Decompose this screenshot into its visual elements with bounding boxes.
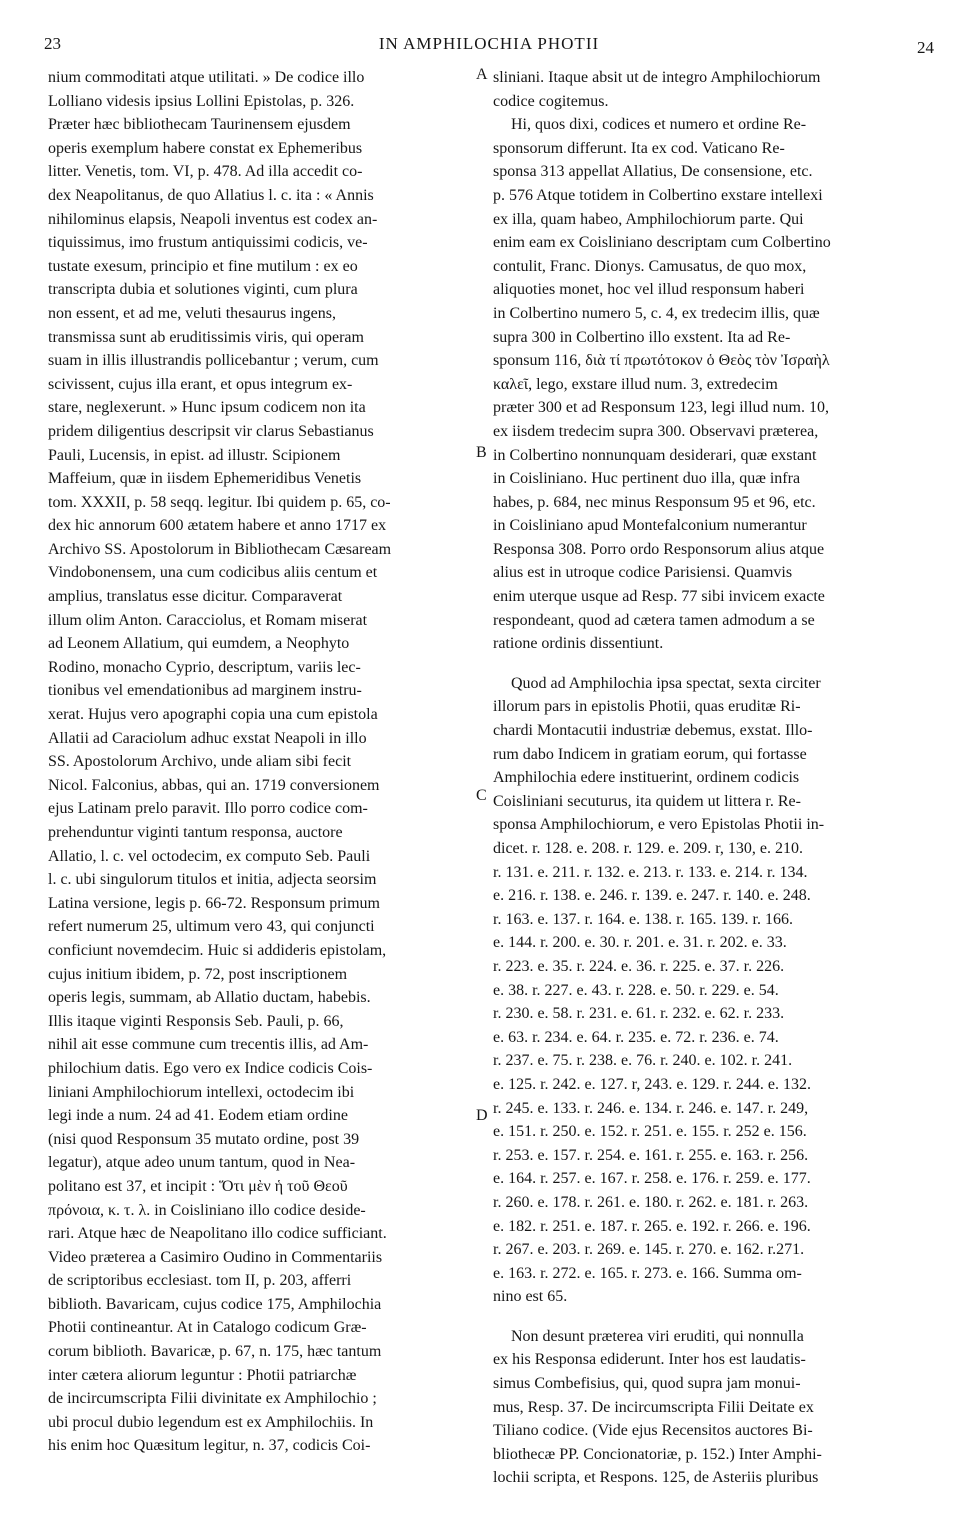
- text-line: ex illa, quam habeo, Amphilochiorum parte. Qui: [493, 210, 804, 228]
- text-line: e. 144. r. 200. e. 30. r. 201. e. 31. r. 202. e. 33.: [493, 934, 787, 952]
- text-line: litter. Venetis, tom. VI, p. 478. Ad illa accedit co-: [48, 163, 363, 181]
- text-line: Amphilochia edere instituerint, ordinem codicis: [493, 769, 800, 787]
- text-line: Quod ad Amphilochia ipsa spectat, sexta circiter: [511, 674, 821, 692]
- text-line: l. c. ubi singulorum titulos et initia, adjecta seorsim: [48, 871, 377, 889]
- right-paragraph-3: [493, 1325, 927, 1490]
- text-line: p. 576 Atque totidem in Colbertino exstare intellexi: [493, 186, 823, 204]
- text-line: amplius, translatus esse dicitur. Comparaverat: [48, 588, 343, 606]
- page-number-left: 23: [44, 34, 61, 53]
- text-line: Nicol. Falconius, abbas, qui an. 1719 conversionem: [48, 776, 380, 794]
- text-line: Non desunt præterea viri eruditi, qui nonnulla: [511, 1327, 804, 1345]
- left-column: [48, 66, 466, 1458]
- text-line: r. 131. e. 211. r. 132. e. 213. r. 133. e. 214. r. 134.: [493, 863, 808, 881]
- text-line: e. 151. r. 250. e. 152. r. 251. e. 155. r. 252 e. 156.: [493, 1123, 807, 1141]
- page-number-right: 24: [917, 38, 934, 57]
- text-line: habes, p. 684, nec minus Responsum 95 et 96, etc.: [493, 493, 816, 511]
- text-line: ex his Responsa ediderunt. Inter hos est laudatis-: [493, 1351, 806, 1369]
- text-line: illum olim Anton. Caracciolus, et Romam miserat: [48, 611, 368, 629]
- text-line: refert numerum 25, ultimum vero 43, qui conjuncti: [48, 918, 375, 936]
- text-line: nihil ait esse commune cum trecentis illis, ad Am-: [48, 1036, 369, 1054]
- page-title: IN AMPHILOCHIA PHOTII: [378, 34, 600, 53]
- text-line: ejus Latinam prelo paravit. Illo porro codice com-: [48, 800, 368, 818]
- text-line: ad Leonem Allatium, qui eumdem, a Neophyto: [48, 635, 350, 653]
- text-line: (nisi quod Responsum 35 mutato ordine, post 39: [48, 1130, 360, 1148]
- text-line: in Coisliniano. Huc pertinent duo illa, quæ infra: [493, 470, 801, 488]
- right-paragraph-1: [493, 66, 927, 672]
- text-line: Allatio, l. c. vel octodecim, ex computo Seb. Pauli: [48, 847, 371, 865]
- text-line: πρόνοια, κ. τ. λ. in Coisliniano illo codice deside-: [48, 1201, 366, 1219]
- text-line: r. 267. e. 203. r. 269. e. 145. r. 270. e. 162. r.271.: [493, 1241, 805, 1259]
- text-line: liniani Amphilochiorum intellexi, octodecim ibi: [48, 1083, 355, 1101]
- text-line: Latina versione, legis p. 66-72. Responsum primum: [48, 894, 380, 912]
- text-line: biblioth. Bavaricam, cujus codice 175, Amphilochia: [48, 1295, 382, 1313]
- text-line: illorum pars in epistolis Photii, quas eruditæ Ri-: [493, 698, 801, 716]
- margin-marker-c: C: [476, 787, 487, 804]
- text-line: Præter hæc bibliothecam Taurinensem ejusdem: [48, 116, 351, 134]
- text-line: Coisliniani secuturus, ita quidem ut littera r. Re-: [493, 792, 801, 810]
- text-line: cujus initium ibidem, p. 72, post inscriptionem: [48, 965, 348, 983]
- text-line: sponsa Amphilochiorum, e vero Epistolas Photii in-: [493, 816, 825, 834]
- text-line: legi inde a num. 24 ad 41. Eodem etiam ordine: [48, 1107, 348, 1125]
- text-line: de incircumscripta Filii divinitate ex Amphilochio ;: [48, 1390, 377, 1408]
- text-line: enim eam ex Coisliniano descriptam cum Colbertino: [493, 234, 831, 252]
- text-line: pridem diligentius descripsit vir clarus Sebastianus: [48, 422, 374, 440]
- text-line: tom. XXXII, p. 58 seqq. legitur. Ibi quidem p. 65, co-: [48, 493, 391, 511]
- text-line: codice cogitemus.: [493, 92, 609, 110]
- margin-marker-a: A: [476, 66, 488, 83]
- text-line: Vindobonensem, una cum codicibus aliis centum et: [48, 564, 378, 582]
- text-line: tustate exesum, principio et fine mutilum : ex eo: [48, 257, 358, 275]
- text-line: e. 163. r. 272. e. 165. r. 273. e. 166. Summa om-: [493, 1264, 802, 1282]
- text-line: rari. Atque hæc de Neapolitano illo codice sufficiant.: [48, 1225, 387, 1243]
- text-line: r. 253. e. 157. r. 254. e. 161. r. 255. e. 163. r. 256.: [493, 1146, 809, 1164]
- text-line: enim uterque usque ad Resp. 77 sibi invicem exacte: [493, 588, 825, 606]
- text-line: Illis itaque viginti Responsis Seb. Pauli, p. 66,: [48, 1012, 344, 1030]
- text-line: Pauli, Lucensis, in epist. ad illustr. Scipionem: [48, 446, 341, 464]
- text-line: Archivo SS. Apostolorum in Bibliothecam Cæsaream: [48, 540, 392, 558]
- text-line: r. 245. e. 133. r. 246. e. 134. r. 246. e. 147. r. 249,: [493, 1099, 809, 1117]
- right-column: [493, 66, 927, 1490]
- text-line: in Coisliniano apud Montefalconium numerantur: [493, 517, 807, 535]
- text-line: ex iisdem tredecim supra 300. Observavi præterea,: [493, 422, 819, 440]
- text-line: philochium datis. Ego vero ex Indice codicis Cois-: [48, 1059, 373, 1077]
- text-line: e. 182. r. 251. e. 187. r. 265. e. 192. r. 266. e. 196.: [493, 1217, 811, 1235]
- text-line: tionibus vel emendationibus ad marginem instru-: [48, 682, 362, 700]
- text-line: nihilominus elapsis, Neapoli inventus est codex an-: [48, 210, 378, 228]
- text-line: r. 260. e. 178. r. 261. e. 180. r. 262. e. 181. r. 263.: [493, 1193, 809, 1211]
- text-line: alius est in utroque codice Parisiensi. Quamvis: [493, 564, 793, 582]
- text-line: r. 223. e. 35. r. 224. e. 36. r. 225. e. 37. r. 226.: [493, 957, 785, 975]
- text-line: Tiliano codice. (Vide ejus Recensitos auctores Bi-: [493, 1422, 813, 1440]
- text-line: operis legis, summam, ab Allatio ductam, habebis.: [48, 989, 371, 1007]
- text-line: sponsa 313 appellat Allatius, De consensione, etc.: [493, 163, 813, 181]
- text-line: simus Combefisius, qui, quod supra jam monui-: [493, 1375, 801, 1393]
- text-line: Lolliano videsis ipsius Lollini Epistolas, p. 326.: [48, 92, 355, 110]
- text-line: SS. Apostolorum Archivo, unde aliam sibi fecit: [48, 753, 352, 771]
- text-line: de scriptoribus ecclesiast. tom II, p. 203, afferri: [48, 1272, 352, 1290]
- text-line: dex hic annorum 600 ætatem habere et anno 1717 ex: [48, 517, 387, 535]
- text-line: non essent, et ad me, veluti thesaurus ingens,: [48, 304, 336, 322]
- right-paragraph-2: [493, 672, 927, 1325]
- text-line: conficiunt novemdecim. Huic si addideris epistolam,: [48, 941, 387, 959]
- margin-marker-d: D: [476, 1107, 488, 1124]
- text-line: r. 237. e. 75. r. 238. e. 76. r. 240. e. 102. r. 241.: [493, 1052, 793, 1070]
- text-line: scivissent, cujus illa erant, et opus integrum ex-: [48, 375, 353, 393]
- text-line: supra 300 in Colbertino illo exstent. Ita ad Re-: [493, 328, 791, 346]
- text-line: dicet. r. 128. e. 208. r. 129. e. 209. r, 130, e. 210.: [493, 840, 803, 857]
- text-line: r. 230. e. 58. r. 231. e. 61. r. 232. e. 62. r. 233.: [493, 1005, 785, 1023]
- text-line: sponsum 116, διὰ τί πρωτότοκον ὁ Θεὸς τὸν Ἰσραὴλ: [493, 352, 830, 370]
- text-line: e. 63. r. 234. e. 64. r. 235. e. 72. r. 236. e. 74.: [493, 1028, 779, 1046]
- text-line: his enim hoc Quæsitum legitur, n. 37, codicis Coi-: [48, 1437, 371, 1455]
- text-line: stare, neglexerunt. » Hunc ipsum codicem non ita: [48, 399, 366, 417]
- text-line: respondeant, quod ad cætera tamen admodum a se: [493, 611, 815, 629]
- text-line: suam in illis illustrandis pollicebantur ; verum, cum: [48, 352, 379, 370]
- text-line: ubi procul dubio legendum est ex Amphilochiis. In: [48, 1413, 374, 1431]
- text-line: in Colbertino numero 5, c. 4, ex tredecim illis, quæ: [493, 304, 820, 322]
- text-line: e. 216. r. 138. e. 246. r. 139. e. 247. r. 140. e. 248.: [493, 887, 811, 905]
- text-line: e. 125. r. 242. e. 127. r, 243. e. 129. r. 244. e. 132.: [493, 1075, 811, 1093]
- text-line: transcripta dubia et solutiones viginti, cum plura: [48, 281, 358, 299]
- text-line: prehenduntur viginti tantum responsa, auctore: [48, 824, 343, 841]
- text-line: Video præterea a Casimiro Oudino in Commentariis: [48, 1248, 383, 1266]
- text-line: Maffeium, quæ in iisdem Ephemeridibus Venetis: [48, 470, 362, 488]
- text-line: r. 163. e. 137. r. 164. e. 138. r. 165. 139. r. 166.: [493, 910, 793, 928]
- text-line: chardi Montacutii industriæ debemus, exstat. Illo-: [493, 722, 813, 740]
- text-line: in Colbertino nonnunquam desiderari, quæ exstant: [493, 446, 817, 464]
- text-line: sliniani. Itaque absit ut de integro Amphilochiorum: [493, 69, 821, 86]
- text-line: inter cætera aliorum leguntur : Photii patriarchæ: [48, 1366, 357, 1384]
- text-line: e. 38. r. 227. e. 43. r. 228. e. 50. r. 229. e. 54.: [493, 981, 779, 999]
- text-line: præter 300 et ad Responsum 123, legi illud num. 10,: [493, 399, 829, 417]
- text-line: Photii contineantur. At in Catalogo codicum Græ-: [48, 1319, 367, 1337]
- text-line: ratione ordinis dissentiunt.: [493, 635, 664, 653]
- text-line: Hi, quos dixi, codices et numero et ordine Re-: [511, 116, 807, 134]
- text-line: xerat. Hujus vero apographi copia una cum epistola: [48, 706, 378, 724]
- text-line: καλεῖ, lego, exstare illud num. 3, extredecim: [493, 375, 778, 393]
- margin-marker-b: B: [476, 444, 487, 461]
- text-line: transmissa sunt ab eruditissimis viris, qui operam: [48, 328, 364, 346]
- text-line: lochii scripta, et Respons. 125, de Asteriis pluribus: [493, 1469, 819, 1487]
- text-line: mus, Resp. 37. De incircumscripta Filii Deitate ex: [493, 1398, 814, 1416]
- text-line: nino est 65.: [493, 1288, 568, 1306]
- text-line: dex Neapolitanus, de quo Allatius l. c. ita : « Annis: [48, 186, 374, 204]
- text-line: operis exemplum habere constat ex Ephemeribus: [48, 139, 363, 157]
- text-line: tiquissimus, imo frustum antiquissimi codicis, ve-: [48, 234, 368, 252]
- text-line: nium commoditati atque utilitati. » De codice illo: [48, 69, 365, 86]
- text-line: Allatii ad Caraciolum adhuc exstat Neapoli in illo: [48, 729, 367, 747]
- text-line: aliquoties monet, hoc vel illud responsum haberi: [493, 281, 805, 299]
- text-line: rum dabo Indicem in gratiam eorum, qui fortasse: [493, 745, 807, 763]
- text-line: sponsorum differunt. Ita ex cod. Vaticano Re-: [493, 139, 785, 157]
- text-line: contulit, Franc. Dionys. Camusatus, de quo mox,: [493, 257, 807, 275]
- text-line: e. 164. r. 257. e. 167. r. 258. e. 176. r. 259. e. 177.: [493, 1170, 811, 1188]
- text-line: legatur), atque adeo unum tantum, quod in Nea-: [48, 1154, 356, 1172]
- text-line: bliothecæ PP. Concionatoriæ, p. 152.) Inter Amphi-: [493, 1445, 822, 1463]
- text-line: Responsa 308. Porro ordo Responsorum alius atque: [493, 540, 825, 558]
- text-line: Rodino, monacho Cyprio, descriptum, variis lec-: [48, 658, 361, 676]
- running-head: [44, 34, 934, 58]
- text-line: politano est 37, et incipit : Ὅτι μὲν ἡ τοῦ Θεοῦ: [48, 1177, 348, 1195]
- text-line: corum biblioth. Bavaricæ, p. 67, n. 175, hæc tantum: [48, 1343, 382, 1361]
